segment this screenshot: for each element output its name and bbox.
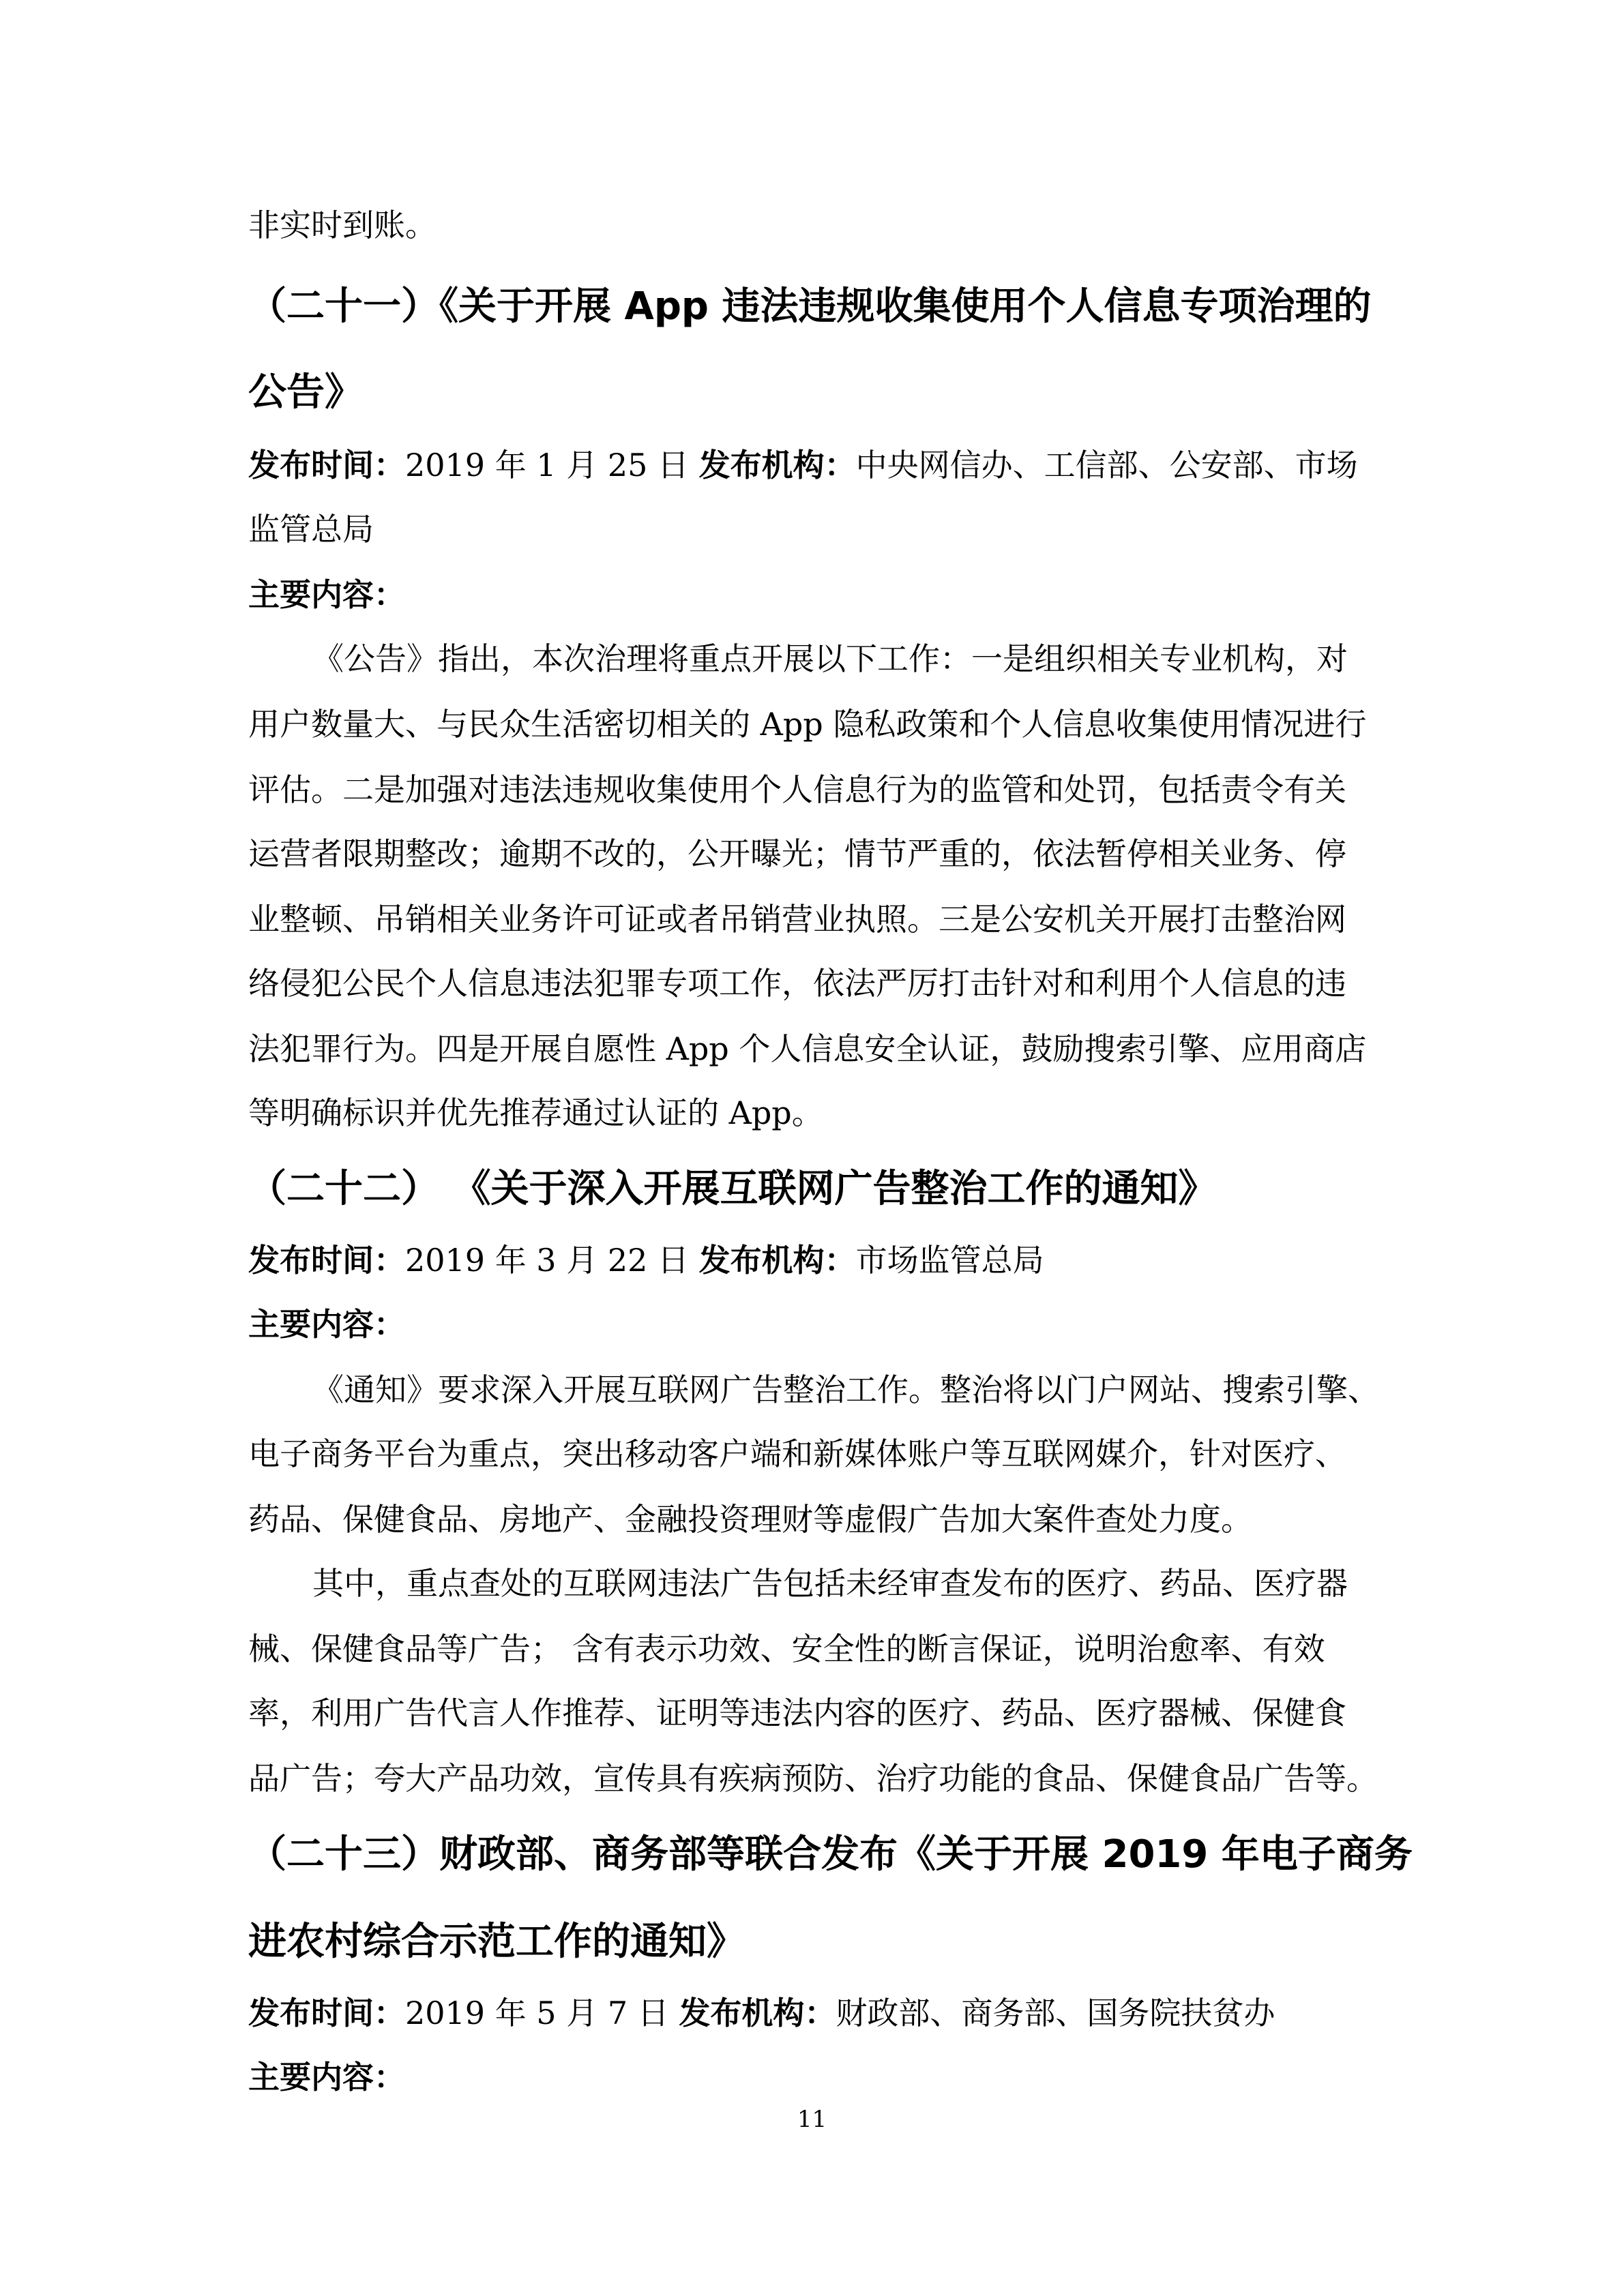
publisher-value: 市场监管总局: [855, 1242, 1044, 1279]
publish-time-label: 发布时间：: [248, 447, 405, 483]
paragraph-line: 用户数量大、与民众生活密切相关的 App 隐私政策和个人信息收集使用情况进行: [248, 706, 1367, 743]
publish-time-label: 发布时间：: [248, 1242, 405, 1279]
publisher-label: 发布机构：: [679, 1995, 836, 2031]
section-heading-22: （二十二） 《关于深入开展互联网广告整治工作的通知》: [248, 1167, 1217, 1211]
publish-time-label: 发布时间：: [248, 1995, 405, 2031]
publisher-label: 发布机构：: [698, 447, 856, 483]
section-heading-23-cont: 进农村综合示范工作的通知》: [248, 1920, 745, 1964]
main-content-label: 主要内容：: [248, 576, 405, 613]
main-content-label: 主要内容：: [248, 1306, 405, 1343]
paragraph-line: 电子商务平台为重点，突出移动客户端和新媒体账户等互联网媒介，针对医疗、: [248, 1435, 1346, 1472]
paragraph-line: 品广告；夸大产品功效，宣传具有疾病预防、治疗功能的食品、保健食品广告等。: [248, 1760, 1378, 1797]
page-number: 11: [797, 2106, 827, 2133]
section-heading-21-cont: 公告》: [248, 370, 363, 415]
paragraph-line: 其中，重点查处的互联网违法广告包括未经审查发布的医疗、药品、医疗器: [312, 1565, 1348, 1602]
publish-meta-23: [248, 1993, 1381, 2033]
paragraph-line: 械、保健食品等广告； 含有表示功效、安全性的断言保证，说明治愈率、有效: [248, 1630, 1325, 1667]
paragraph-line: 业整顿、吊销相关业务许可证或者吊销营业执照。三是公安机关开展打击整治网: [248, 901, 1346, 938]
paragraph-line: 药品、保健食品、房地产、金融投资理财等虚假广告加大案件查处力度。: [248, 1501, 1252, 1538]
paragraph-line: 率，利用广告代言人作推荐、证明等违法内容的医疗、药品、医疗器械、保健食: [248, 1695, 1346, 1731]
section-heading-21: （二十一）《关于开展 App 违法违规收集使用个人信息专项治理的: [248, 284, 1372, 329]
paragraph-line: 运营者限期整改；逾期不改的，公开曝光；情节严重的，依法暂停相关业务、停: [248, 835, 1346, 872]
publish-meta-21: [248, 445, 1381, 486]
paragraph-line: 等明确标识并优先推荐通过认证的 App。: [248, 1094, 823, 1131]
publish-time-value: 2019 年 1 月 25 日: [405, 447, 699, 483]
paragraph-line: 络侵犯公民个人信息违法犯罪专项工作，依法严厉打击针对和利用个人信息的违: [248, 965, 1346, 1002]
paragraph-line: 《通知》要求深入开展互联网广告整治工作。整治将以门户网站、搜索引擎、: [312, 1371, 1379, 1408]
publisher-value: 财政部、商务部、国务院扶贫办: [836, 1995, 1275, 2031]
section-heading-23: （二十三）财政部、商务部等联合发布《关于开展 2019 年电子商务: [248, 1832, 1413, 1877]
publish-meta-22: [248, 1240, 1381, 1281]
publish-time-value: 2019 年 3 月 22 日: [405, 1242, 699, 1279]
publisher-label: 发布机构：: [698, 1242, 856, 1279]
publisher-value-cont: 监管总局: [248, 511, 374, 548]
paragraph-line: 评估。二是加强对违法违规收集使用个人信息行为的监管和处罚，包括责令有关: [248, 771, 1346, 808]
publish-time-value: 2019 年 5 月 7 日: [405, 1995, 679, 2031]
main-content-label: 主要内容：: [248, 2059, 405, 2096]
paragraph-line: 非实时到账。: [248, 207, 437, 243]
publisher-value: 中央网信办、工信部、公安部、市场: [855, 447, 1358, 483]
paragraph-line: 《公告》指出，本次治理将重点开展以下工作：一是组织相关专业机构，对: [312, 640, 1348, 677]
paragraph-line: 法犯罪行为。四是开展自愿性 App 个人信息安全认证，鼓励搜索引擎、应用商店: [248, 1030, 1367, 1067]
